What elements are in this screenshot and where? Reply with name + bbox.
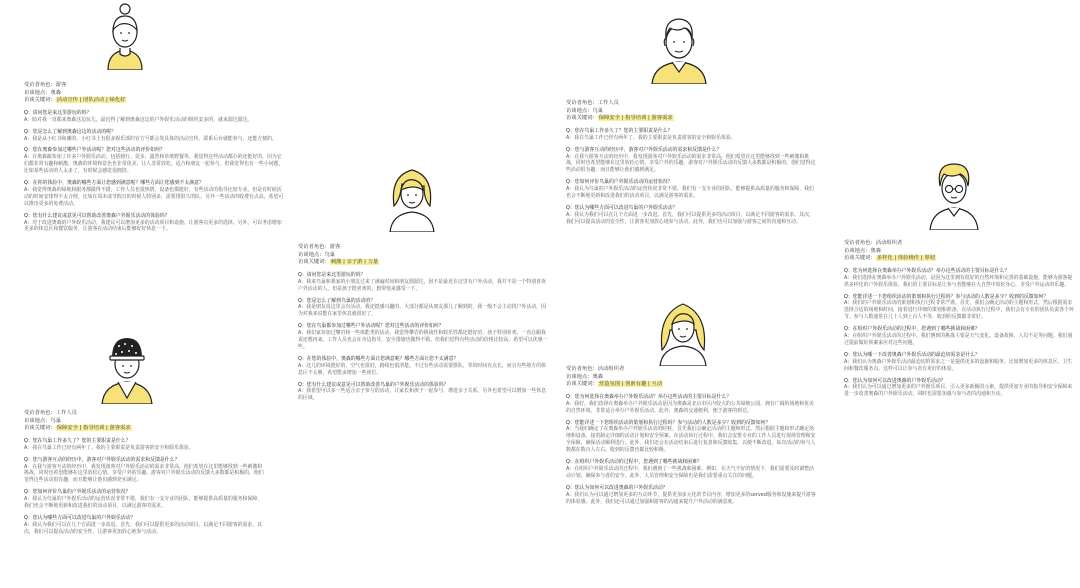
keywords-label: 访谈关键词： — [844, 255, 876, 262]
answer: A：在组织户外娱乐活动的过程中，我们遇到的挑战主要是天气变化、设备故障、人员不足等问题。我们通过提前做好预案来应对这些问题。 — [844, 333, 1073, 346]
respondent-role: 受访者角色：游客 — [298, 244, 341, 250]
qa-pair — [298, 356, 548, 377]
answer: A：我希望可以多一些适合亲子参与的活动，让家长和孩子一起参与，增进亲子关系。另外也希望可以增加一些休息的区域。 — [298, 388, 546, 402]
respondent-meta — [566, 366, 816, 389]
keyword-text: 营造氛围 — [598, 381, 620, 388]
answer: A：我觉得奥森的绿地和服务都做得不错，工作人员也很热情，设备也都挺好，有些活动的指导比较专业。但是有时候活动的时间安排得不太合理，比如在周末或节假日的时候人特别多，需要排很久的队。另外一些活动的收费有点高，希望可以推出更多的免费活动。 — [24, 186, 284, 207]
qa-pair — [844, 294, 1074, 322]
keyword-tag: 营造氛围 | 创新有趣 | 互动 — [598, 381, 663, 388]
keyword-text: 刺激 — [330, 259, 342, 266]
question: Q：您如何评价鸟巢的户外娱乐活动的运营状况？ — [24, 489, 131, 496]
keyword-text: 保障安全 — [598, 115, 620, 122]
qa-pair — [566, 459, 816, 480]
keyword-text: 体验极佳 — [897, 255, 920, 262]
keyword-text: 指导培训 — [625, 115, 647, 122]
respondent-role: 受访者角色：工作人员 — [566, 100, 619, 106]
interview-place: 访谈地点：奥森 — [844, 247, 882, 254]
question: Q：您认为如何可以改进奥森的户外娱乐活动？ — [844, 377, 946, 384]
question: Q：您在奥森参加过哪些户外活动呢？您对这些活动的评价如何？ — [24, 147, 165, 154]
question: Q：在您的体验中，奥森的哪些方面让您满意呢？哪些方面让您不太满意？ — [298, 355, 459, 362]
question: Q：您为何选择在奥森举办户外娱乐活动？举办这些活动的主要目标是什么？ — [844, 267, 1010, 274]
qa-pair — [566, 179, 816, 200]
question: Q：在组织户外娱乐活动的过程中，您遇到了哪些挑战和困难？ — [844, 326, 980, 333]
keyword-text: 游客需求 — [109, 425, 131, 432]
answer: A：我们认为可以通过增加更多的互动环节，提供更加多元化的节目内容，增加更多的served服务和设施来提升游客的体验感。此外，我们还可以通过加强和游客的沟通来提升户外活动的满意度。 — [566, 491, 816, 505]
qa-list — [566, 394, 816, 506]
answer: A：对于改进奥森的户外娱乐活动，我建议可以增加更多的活动项目和设施，让游客有更多的选择。另外，可以考虑增加更多的休息区和餐饮服务，让游客在活动结束后能够好好休息一下。 — [24, 219, 282, 233]
keyword-text: 绿化好 — [109, 97, 126, 104]
qa-pair — [844, 352, 1074, 373]
qa-pair — [844, 326, 1074, 347]
answer: A：我们选择在奥森举办户外娱乐活动，是因为这里拥有很好的自然环境和完善的基础设施，能够为游客提供多样化的户外娱乐体验。我们的主要目标是让参与者能够在大自然中放松身心，享受户外运动的乐趣。 — [844, 274, 1073, 288]
keyword-text: 活动宣传 — [56, 97, 78, 104]
question: Q：您与游客互动的经历中，游客对户外娱乐活动的需求和反馈是什么？ — [566, 146, 722, 153]
qa-pair — [24, 129, 284, 143]
qa-pair — [298, 272, 548, 293]
keyword-tag: 活动宣传 | 团队活动 | 绿化好 — [56, 97, 126, 104]
respondent-meta — [24, 410, 264, 433]
old-man-avatar — [644, 10, 714, 84]
qa-list — [566, 128, 816, 226]
qa-list — [844, 268, 1074, 399]
qa-pair — [566, 394, 816, 415]
interview-place: 访谈地点：鸟巢 — [298, 251, 336, 258]
answer: A：在奥森跟参加了许多户外娱乐活动，包括骑行、徒步、露营和草地野餐等。我觉得这些活动都办的还挺好的，因为它们都非常有趣和刺激，奥森的环境和景色也非常优美，让人非常放松，适合和朋友一起参与。但我觉得也有一些小问题，比如某些活动的人太多了，有时候会感觉很拥挤。 — [24, 154, 284, 175]
keyword-text: 保障安全 — [56, 425, 78, 432]
qa-list — [298, 272, 548, 403]
qa-list — [24, 110, 284, 234]
qa-pair — [24, 515, 264, 536]
keyword-text: 亲子游 — [346, 259, 363, 266]
respondent-role: 受访者角色：游客 — [24, 82, 67, 88]
qa-pair — [24, 457, 264, 485]
keywords-label: 访谈关键词： — [298, 259, 330, 266]
keywords-row — [566, 115, 816, 123]
question: Q：请问您是来这里游玩的吗？ — [298, 271, 366, 278]
answer: A：我是朋友说这里会有活动，我还挺感兴趣的。大部分都是从朋友那儿了解到的，我一般不会主动找户外活动，因为对我来说能在家里休息就很好了。 — [298, 304, 546, 318]
question: Q：在组织户外娱乐活动的过程中，您遇到了哪些挑战和困难？ — [566, 459, 702, 466]
woman-long-hair-avatar — [650, 290, 716, 366]
qa-pair — [298, 323, 548, 351]
respondent-meta — [844, 240, 1074, 263]
qa-pair — [844, 268, 1074, 289]
question: Q：您与游客互动的经历中，游客对户外娱乐活动的需求和反馈是什么？ — [24, 456, 180, 463]
question: Q：您能详述一下您组织活动的策划和执行过程吗？参与活动的人数是多少？收到的反馈如何？ — [844, 293, 1049, 300]
question: Q：您认为哪一下改善奥森户外娱乐活动的最迫切需求是什么？ — [844, 351, 980, 358]
woman-bob-avatar — [380, 156, 444, 232]
keywords-row — [566, 381, 816, 389]
keywords-label: 访谈关键词： — [24, 97, 56, 104]
question: Q：您有什么建议或意见可以帮助改善奥森户外娱乐活动的体验吗？ — [24, 212, 170, 219]
question: Q：您认为哪些方面可以改进鸟巢的户外娱乐活动？ — [24, 514, 136, 521]
question: Q：您如何评价鸟巢的户外娱乐活动的运营状况？ — [566, 179, 673, 186]
respondent-role: 受访者角色：活动组织者 — [566, 366, 625, 372]
keywords-row — [24, 425, 264, 433]
keyword-text: 团队活动 — [83, 97, 105, 104]
qa-pair — [24, 213, 284, 234]
answer: A：我认为我们可以在几个方面进一步改进。首先，我们可以提供更多的活动项目，以满足不同游客的需求。其次，我们可以提高活动的安全性，让游客更加放心地参与活动。此外，我们也可以加强与游客之间的沟通和互动。 — [566, 211, 814, 225]
qa-pair — [566, 128, 816, 142]
keyword-text: 多样化 — [876, 255, 893, 262]
answer: A：我认为鸟巢的户外娱乐活动的运营状况非常不错，我们有一支专业的团队，能够提供高质量的服务和保障，我们也会不断地更新和改进我们的活动项目，以满足游客的需求。 — [24, 496, 263, 510]
question: Q：您是怎么了解到鸟巢的活动的？ — [298, 297, 376, 304]
interview-place: 访谈地点：鸟巢 — [24, 417, 62, 424]
qa-pair — [24, 489, 264, 510]
qa-pair — [24, 180, 284, 208]
answer: A：我们家参加过攀岩和一些体能类的活动，我觉得攀岩的挑战性和娱乐性都还挺好的，孩子特别喜欢，一直在跟我说还想再来。工作人员也会在旁边指导，安全措施也做得不错。但我们觉得有些活动的价格比较高，希望可以优惠一些。 — [298, 330, 548, 350]
answer: A：在我与游客互动的经历中，我发现游客对户外娱乐活动的需求非常高。他们希望在这里能够找到一些刺激和挑战，同时也希望能够在这里放松心情，享受户外的乐趣。游客对户外娱乐活动的反馈大多数都是积极的，他们觉得这些活动很有趣，而且能够让他们感到充实满足。 — [24, 463, 264, 484]
answer: A：我认为我们可以在几个方面进一步改进。首先，我们可以提供更多的活动项目，以满足不同游客的需求。其次，我们可以提高活动的安全性，让游客更加放心地参与活动。 — [24, 521, 263, 535]
respondent-meta — [24, 82, 284, 105]
qa-pair — [566, 205, 816, 226]
answer: A：我们认为奥森户外娱乐活动最迫切的需求之一是提供更多的设施和服务。比如增加更多的休息区、卫生间和餐饮服务点，这样可以让参与者有更好的体验。 — [844, 358, 1073, 372]
keyword-tag: 刺激 | 亲子游 | 力量 — [330, 259, 379, 266]
interview-place: 访谈地点：奥森 — [566, 373, 604, 380]
answer: A：在组织户外娱乐活动的过程中，我们遇到了一些挑战和困难。例如，在天气不好的情况下，我们需要及时调整活动计划，确保参与者的安全。此外，人员管理和安全保障也是我们需要重点关注的问题。 — [566, 465, 814, 479]
answer: A：我是从小红书和潮的。小红书上有很多娱乐部的官方号都会发具体的活动宣传，联系后台就能参与，还能方便的。 — [24, 135, 277, 142]
answer: A：这儿的环境挺好的，空气也很好，路线也很清楚。不过有些活动需要排队，等的时间有点长，而且有些地方的休息区不太够，希望能多增加一些座位。 — [298, 362, 546, 376]
keywords-label: 访谈关键词： — [566, 381, 598, 388]
answer: A：我认为鸟巢的户外娱乐活动的运营状况非常不错，我们有一支专业的团队，能够提供高质量的服务和保障，我们也会不断地更新和改进我们的活动项目，以满足游客的需求。 — [566, 186, 814, 200]
keyword-text: 筹划 — [924, 255, 935, 262]
keyword-tag: 保障安全 | 指导培训 | 游客需求 — [56, 425, 131, 432]
answer: A：在我与游客互动的经历中，我发现游客对户外娱乐活动的需求非常高。他们希望在这里能够找到一些刺激和挑战，同时也希望能够在这里放松心情，享受户外的乐趣。游客对户外娱乐活动的反馈大多数都是积极的，他们觉得这些活动很有趣，而且能够让他们感到满足。 — [566, 153, 816, 174]
question: Q：您认为如何可以改进奥森的户外娱乐活动？ — [566, 484, 668, 491]
keyword-text: 指导培训 — [83, 425, 105, 432]
question: Q：您在鸟巢工作多久了？您的主要职责是什么？ — [24, 437, 131, 444]
qa-pair — [298, 382, 548, 403]
answer: A：我们认为可以通过增加更多的户外娱乐项目，引入更多新颖的元素，提供更加专业的指导和安全保障来进一步改善奥森的户外娱乐活动。同时也需要加强与参与者的沟通和互动。 — [844, 384, 1073, 398]
question: Q：您能详述一下您组织活动的策划和执行过程吗？参与活动的人数是多少？收到的反馈如何？ — [566, 419, 771, 426]
qa-pair — [844, 378, 1074, 399]
keyword-tag: 保障安全 | 指导培训 | 游客需求 — [598, 115, 673, 122]
qa-pair — [24, 110, 284, 124]
question: Q：您在鸟巢工作多久了？您的主要职责是什么？ — [566, 127, 673, 134]
respondent-role: 受访者角色：活动组织者 — [844, 240, 903, 246]
qa-pair — [566, 485, 816, 506]
question: Q：您有什么建议或意见可以帮助改善鸟巢的户外娱乐活动的体验吗？ — [298, 381, 449, 388]
keywords-row — [298, 259, 548, 267]
keyword-text: 力量 — [367, 259, 379, 266]
question: Q：请问您是来这里游玩的吗？ — [24, 109, 92, 116]
answer: A：我来鸟巢和我家的小朋友过来了满遍时间和朋友溜溜达，因不是最近在这里有户外活动，我并不是一个特别喜欢户外活动的人，但是孩子挺喜欢的，想带他来感受一下。 — [298, 278, 546, 292]
qa-pair — [24, 147, 284, 175]
answer: A：我好，我们选择在奥森举办户外娱乐活动是因为奥森是北京市区内较大的公共绿地公园，拥有广阔的场地和优美的自然环境，非常适合举办户外娱乐活动。此外，奥森的交通便利，便于游客的到达。 — [566, 400, 814, 414]
question: Q：您在鸟巢都参加过哪些户外活动呢？您对这些活动的评价如何？ — [298, 323, 444, 330]
respondent-meta — [298, 244, 548, 267]
qa-list — [24, 438, 264, 536]
qa-pair — [566, 147, 816, 175]
question: Q：您为何选择在奥森举办户外娱乐活动？举办这些活动的主要目标是什么？ — [566, 393, 732, 400]
keywords-label: 访谈关键词： — [566, 115, 598, 122]
answer: A：我在鸟巢工作已经有两年了。我的主要职责是负责游客的安全和娱乐体验。 — [566, 134, 736, 141]
qa-pair — [298, 298, 548, 319]
answer: A：暗对我一直都来奥森这边玩儿，最近得了解到奥森这边的户外娱乐活动的组织安多的，就来溜达溜达。 — [24, 116, 253, 123]
interview-place: 访谈地点：奥森 — [24, 89, 62, 96]
question: Q：在你的体验中，奥森的哪些方面让您感到满意呢？哪些方面让您感到不太满意？ — [24, 180, 204, 187]
keywords-row — [844, 255, 1074, 263]
interview-place: 访谈地点：鸟巢 — [566, 107, 604, 114]
keyword-text: 创新有趣 — [625, 381, 647, 388]
keyword-text: 游客需求 — [651, 115, 673, 122]
keyword-text: 互动 — [651, 381, 663, 388]
answer: A：我在鸟巢工作已经有两年了。我的主要职责是负责游客的安全和娱乐体验。 — [24, 444, 194, 451]
helmet-man-avatar — [92, 326, 162, 404]
keywords-row — [24, 97, 284, 105]
question: Q：您是怎么了解到奥森这边的活动的呢？ — [24, 128, 116, 135]
answer: A：我们的户外娱乐活动的策划和执行过程非常严谨。首先，我们会确定活动的主题和形式，然后根据需求选择合适的场地和时间，接着进行详细的策划和准备。在活动执行过程中，我们会有专业的团队负责各个环节。参与人数通常在几十人到上百人不等，收到的反馈都非常好。 — [844, 300, 1074, 321]
qa-pair — [24, 438, 264, 452]
respondent-meta — [566, 100, 816, 123]
question: Q：您认为哪些方面可以改进鸟巢的户外娱乐活动？ — [566, 204, 678, 211]
respondent-role: 受访者角色：工作人员 — [24, 410, 77, 416]
keyword-tag: 多样化 | 体验极佳 | 筹划 — [876, 255, 935, 262]
glasses-man-avatar — [920, 154, 988, 230]
keywords-label: 访谈关键词： — [24, 425, 56, 432]
qa-pair — [566, 420, 816, 455]
woman-bun-avatar — [94, 0, 156, 70]
answer: A：当我们确定了在奥森举办户外娱乐活动的时候，首先我们会确定活动的主题和形式，然后根据主题和形式确定场地和设备，接着制定详细的活动计划和安全预案。在活动执行过程中，我们会安排专业的工作人员进行现场管理和安全保障，确保活动顺利进行。此外，我们还会在活动结束后进行复盘和反馈收集，以便不断改进。每次活动的参与人数都在数百人左右，收到的反馈也都比较积极。 — [566, 426, 816, 454]
